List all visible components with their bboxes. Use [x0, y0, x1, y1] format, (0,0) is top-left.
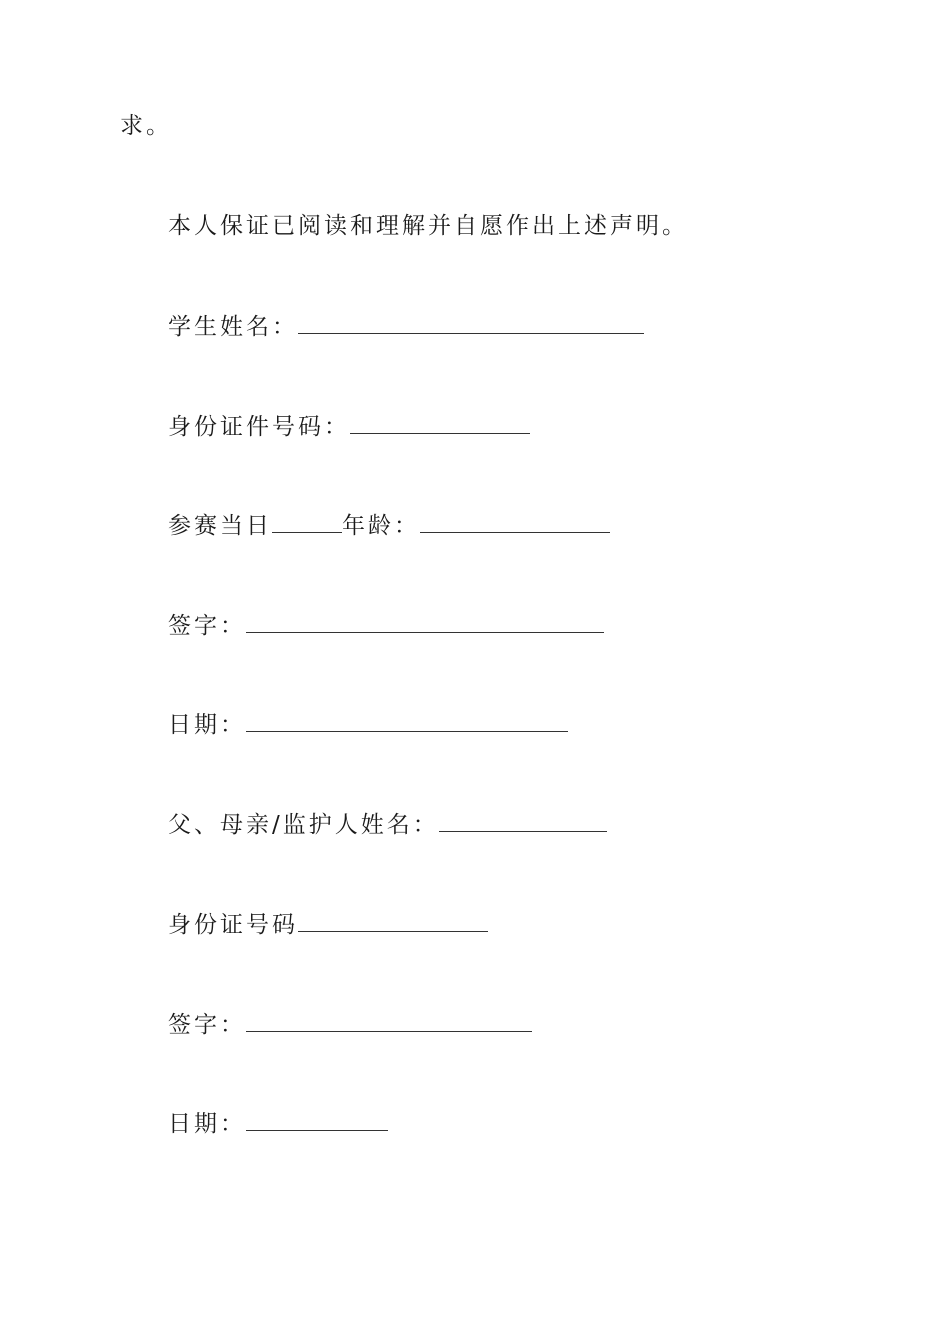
age-gap-field[interactable] — [272, 510, 342, 533]
age-field[interactable] — [420, 510, 610, 533]
guardian-name-field[interactable] — [439, 809, 607, 832]
guardian-date-field[interactable] — [246, 1108, 388, 1131]
declaration-statement: 本人保证已阅读和理解并自愿作出上述声明。 — [168, 213, 688, 239]
guardian-date-label: 日期： — [168, 1111, 246, 1137]
age-row — [168, 510, 610, 541]
guardian-id-field[interactable] — [298, 909, 488, 932]
id-number-row — [168, 411, 530, 442]
guardian-date-row — [168, 1108, 388, 1139]
date-label: 日期： — [168, 712, 246, 738]
student-name-field[interactable] — [298, 311, 644, 334]
guardian-id-row — [168, 909, 488, 940]
signature-field[interactable] — [246, 610, 604, 633]
guardian-signature-field[interactable] — [246, 1009, 532, 1032]
id-number-label: 身份证件号码： — [168, 414, 350, 440]
guardian-id-label: 身份证号码 — [168, 912, 298, 938]
id-number-field[interactable] — [350, 411, 530, 434]
age-prefix-label: 参赛当日 — [168, 513, 272, 539]
student-name-row — [168, 311, 644, 342]
student-name-label: 学生姓名： — [168, 314, 298, 340]
signature-row — [168, 610, 604, 641]
continuation-text: 求。 — [120, 113, 172, 139]
age-label: 年龄： — [342, 513, 420, 539]
guardian-signature-row — [168, 1009, 532, 1040]
guardian-name-row — [168, 809, 607, 840]
guardian-name-label: 父、母亲/监护人姓名： — [168, 812, 439, 838]
signature-label: 签字： — [168, 613, 246, 639]
date-field[interactable] — [246, 709, 568, 732]
date-row — [168, 709, 568, 740]
guardian-signature-label: 签字： — [168, 1012, 246, 1038]
